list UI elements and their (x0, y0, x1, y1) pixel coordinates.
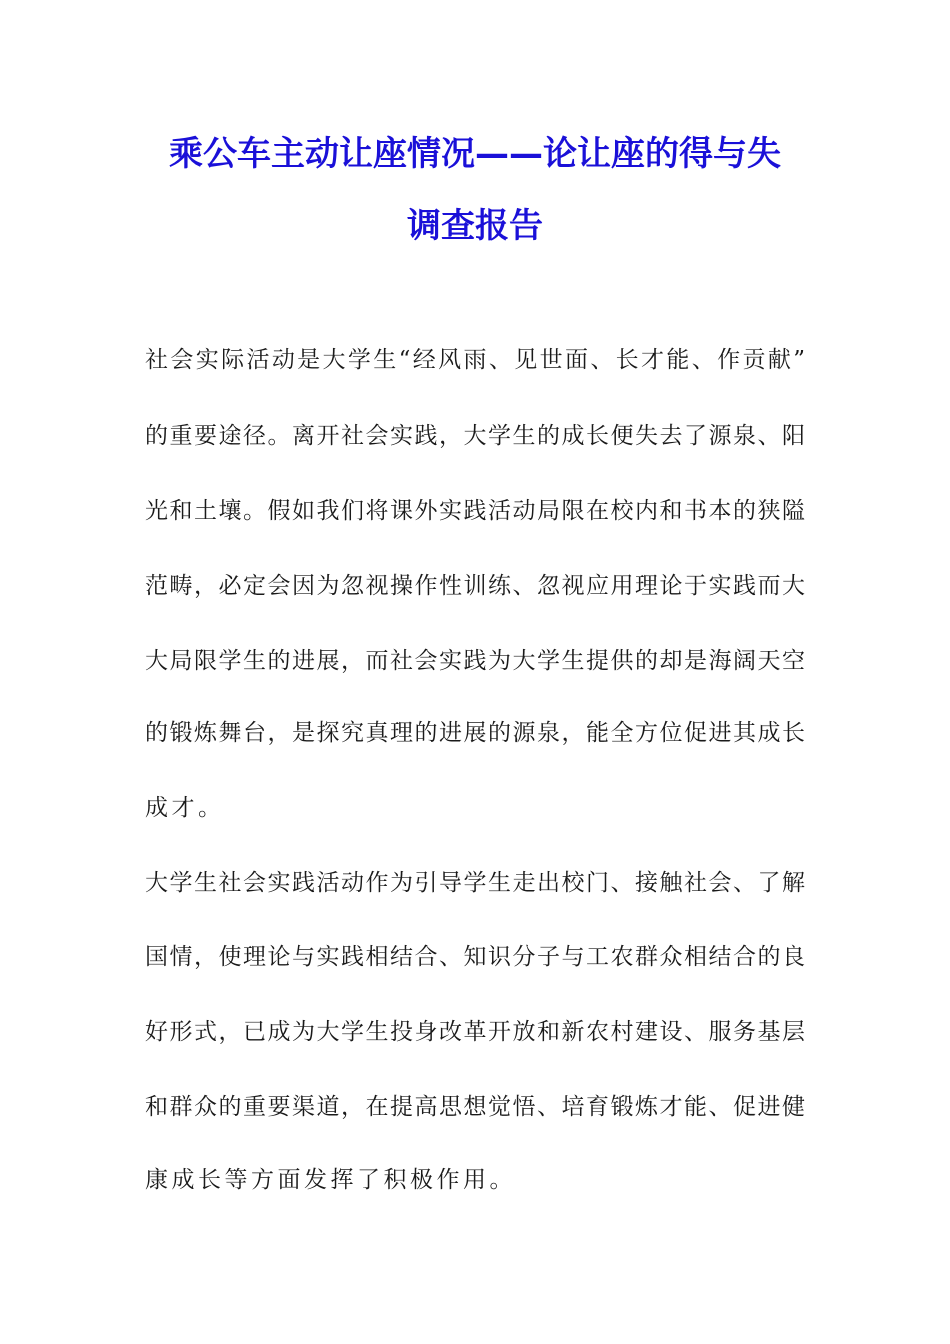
paragraph-line: 康成长等方面发挥了积极作用。 (145, 1167, 516, 1193)
paragraph-line: 的重要途径。离开社会实践，大学生的成长便失去了源泉、阳 (145, 423, 805, 449)
paragraph-line: 国情，使理论与实践相结合、知识分子与工农群众相结合的良 (145, 944, 805, 970)
paragraph-line: 的锻炼舞台，是探究真理的进展的源泉，能全方位促进其成长 (145, 720, 805, 746)
document-title-line-1: 乘公车主动让座情况——论让座的得与失 (169, 134, 781, 174)
document-title-line-2: 调查报告 (407, 206, 543, 246)
paragraph-line: 好形式，已成为大学生投身改革开放和新农村建设、服务基层 (145, 1019, 805, 1045)
paragraph-line: 大局限学生的进展，而社会实践为大学生提供的却是海阔天空 (145, 648, 805, 674)
paragraph-line: 和群众的重要渠道，在提高思想觉悟、培育锻炼才能、促进健 (145, 1094, 805, 1120)
paragraph-line: 社会实际活动是大学生“经风雨、见世面、长才能、作贡献” (145, 347, 805, 373)
paragraph-line: 范畴，必定会因为忽视操作性训练、忽视应用理论于实践而大 (145, 573, 805, 599)
paragraph-line: 光和土壤。假如我们将课外实践活动局限在校内和书本的狭隘 (145, 498, 805, 524)
paragraph-line: 大学生社会实践活动作为引导学生走出校门、接触社会、了解 (145, 870, 805, 896)
paragraph-line: 成才。 (145, 795, 225, 821)
